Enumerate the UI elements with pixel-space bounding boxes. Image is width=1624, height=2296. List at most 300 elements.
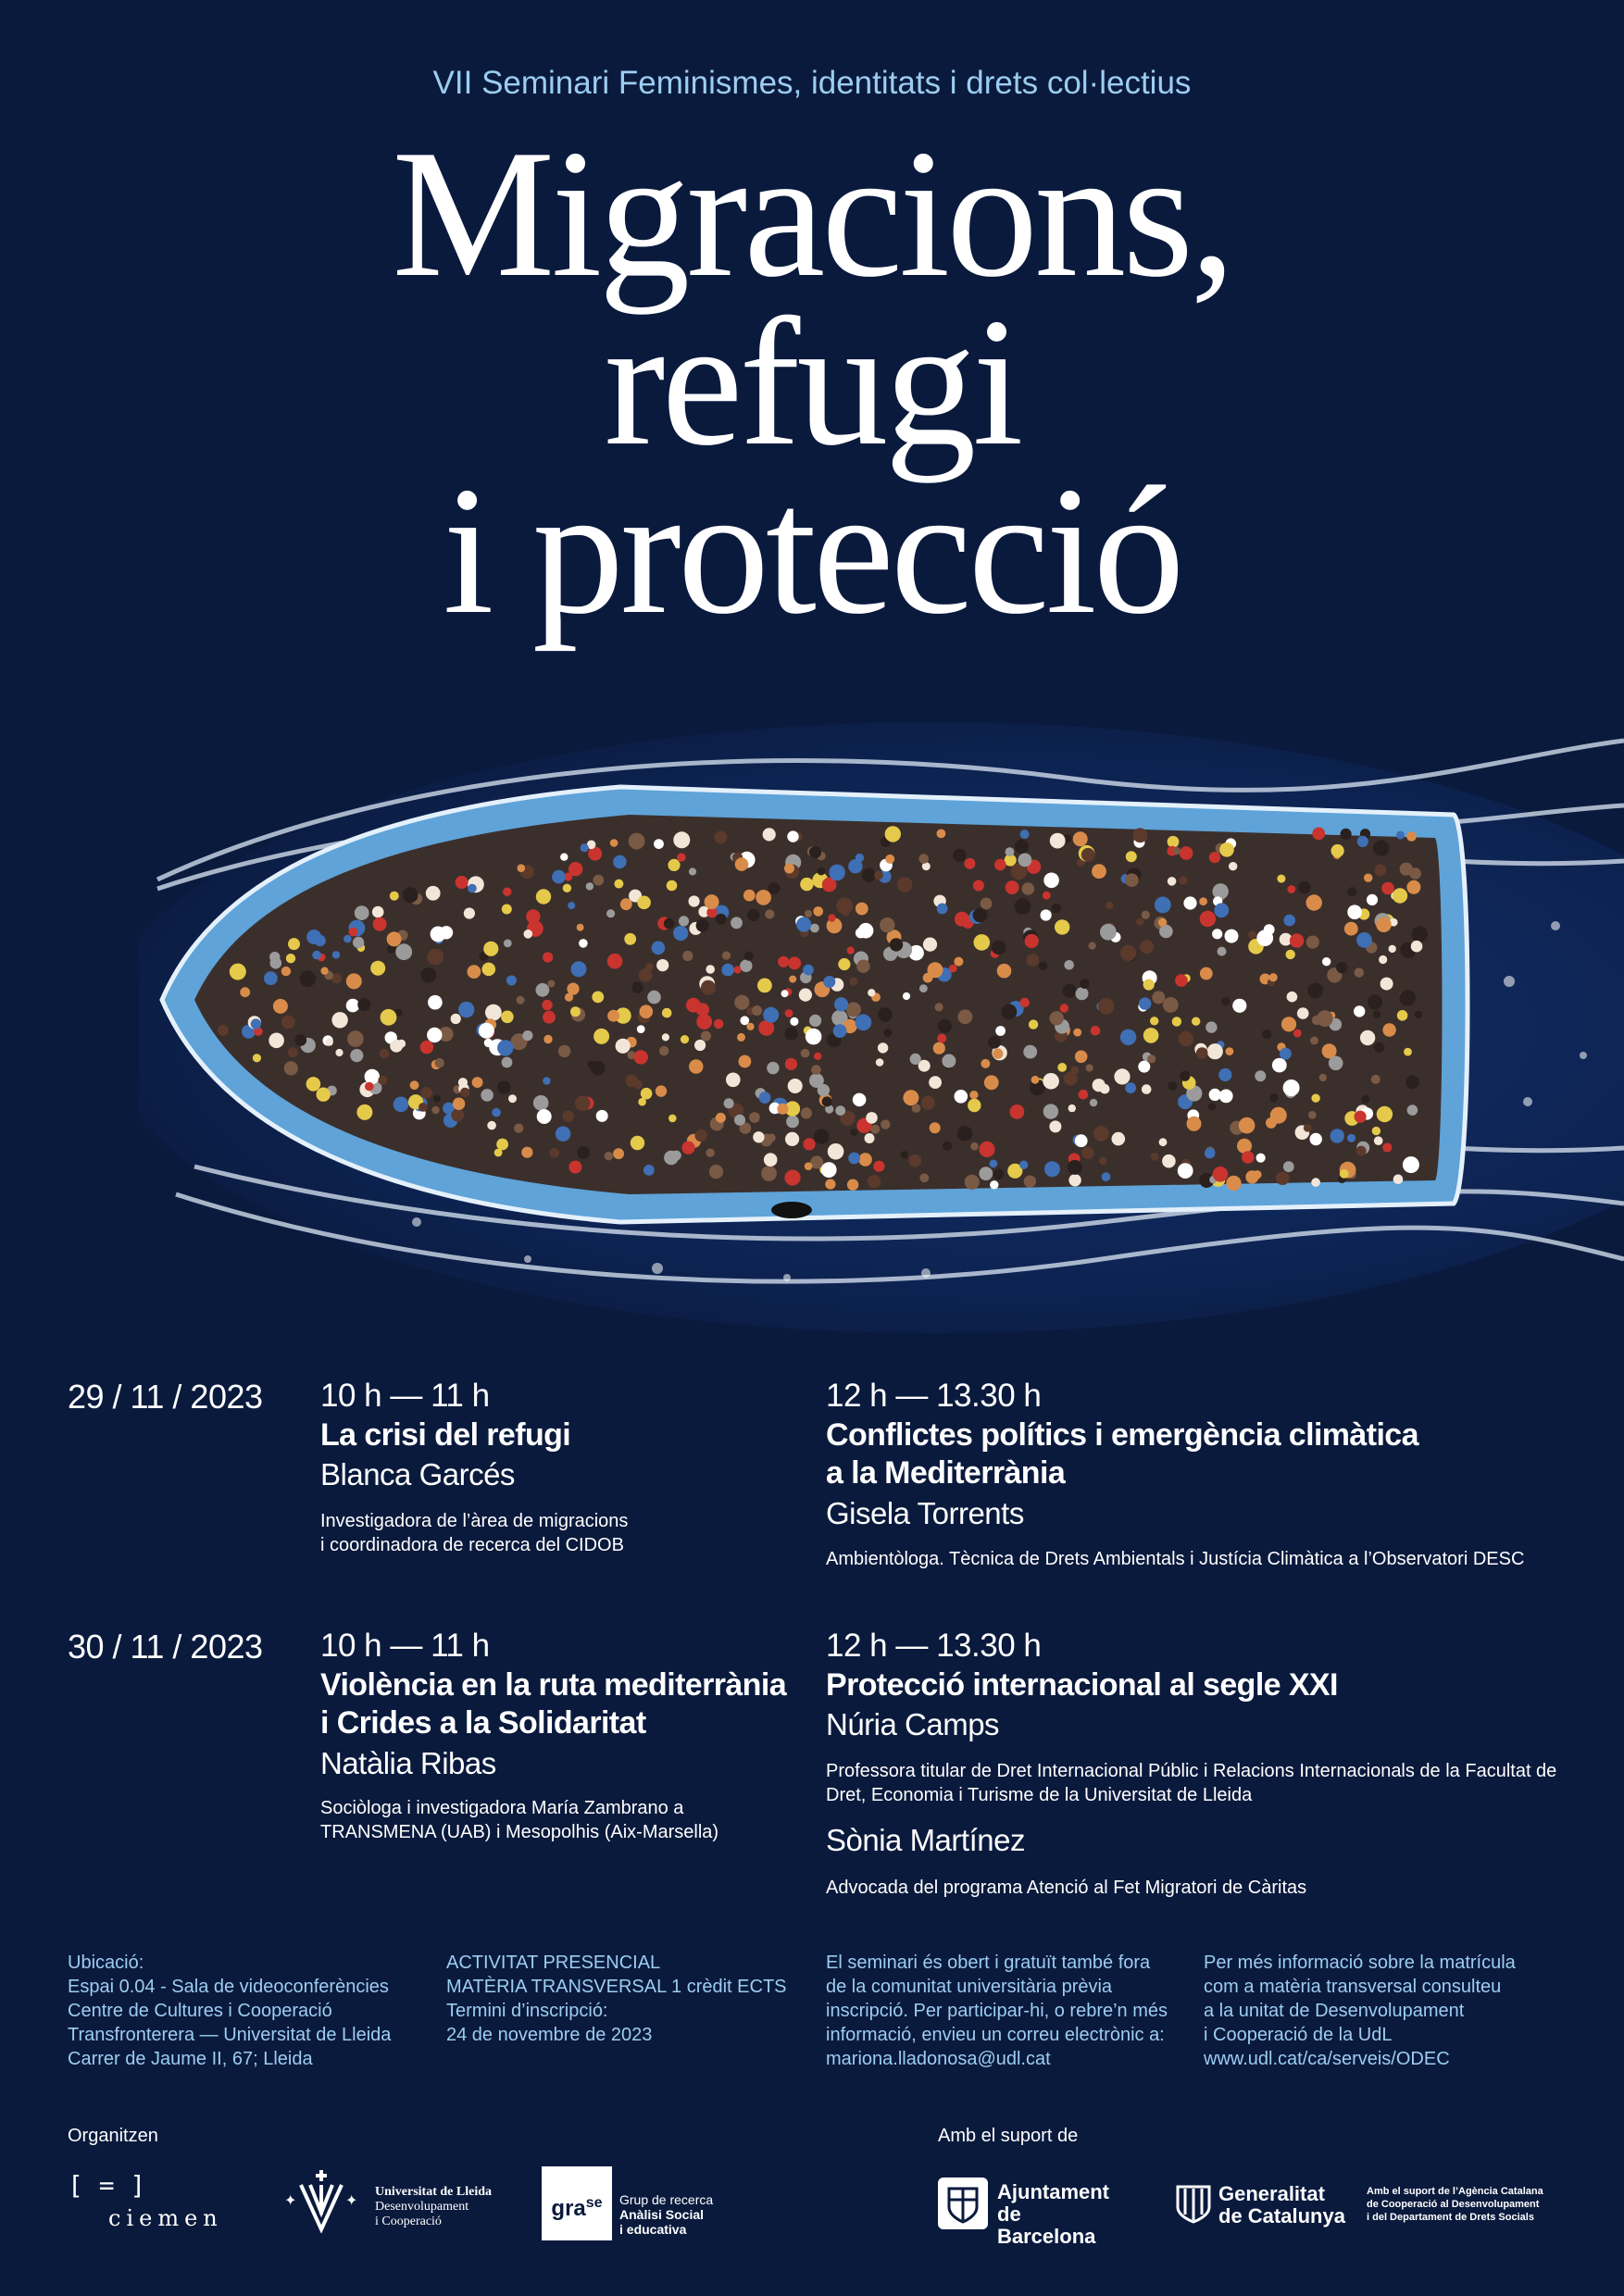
crowd-person: [1412, 926, 1428, 942]
crowd-person: [968, 1099, 981, 1112]
crowd-person: [1015, 840, 1029, 854]
crowd-person: [350, 1049, 363, 1062]
crowd-person: [823, 976, 835, 988]
crowd-person: [790, 1017, 798, 1026]
crowd-person: [647, 991, 661, 1004]
crowd-person: [497, 1080, 510, 1093]
crowd-person: [373, 917, 387, 931]
crowd-person: [592, 992, 604, 1004]
crowd-person: [1376, 917, 1391, 932]
crowd-person: [856, 903, 868, 916]
crowd-person: [1277, 875, 1285, 883]
speaker-bio-line: Ambientòloga. Tècnica de Drets Ambientals i Justícia Climàtica a l’Observatori DESC: [826, 1549, 1525, 1569]
crowd-person: [850, 1129, 857, 1136]
crowd-person: [1158, 918, 1167, 927]
crowd-person: [918, 854, 929, 864]
crowd-person: [919, 984, 928, 992]
crowd-person: [903, 992, 910, 1000]
crowd-person: [694, 1129, 706, 1142]
svg-text:✦: ✦: [345, 2191, 358, 2209]
crowd-person: [1347, 887, 1356, 896]
crowd-person: [801, 1049, 810, 1058]
crowd-person: [897, 877, 912, 892]
crowd-person: [1311, 1094, 1319, 1103]
crowd-person: [787, 830, 798, 842]
crowd-person: [1068, 1104, 1076, 1112]
crowd-person: [979, 1167, 993, 1180]
crowd-person: [335, 1049, 343, 1056]
crowd-person: [856, 854, 864, 862]
crowd-person: [811, 1065, 821, 1075]
crowd-person: [1319, 1074, 1327, 1081]
crowd-person: [1317, 1010, 1333, 1027]
crowd-person: [294, 1034, 306, 1046]
crowd-person: [800, 878, 813, 891]
migrant-boat-photo: [139, 704, 1624, 1352]
crowd-person: [273, 999, 288, 1014]
ajuntament-line: Ajuntament: [997, 2180, 1109, 2203]
crowd-person: [1092, 864, 1106, 879]
crowd-person: [1155, 897, 1171, 914]
crowd-person: [1006, 880, 1019, 894]
crowd-person: [645, 963, 654, 971]
crowd-person: [218, 1025, 229, 1036]
crowd-person: [1142, 911, 1150, 919]
ajuntament-line: de Barcelona: [997, 2202, 1096, 2248]
crowd-person: [662, 1008, 672, 1018]
crowd-person: [502, 1057, 513, 1068]
crowd-person: [838, 958, 850, 970]
crowd-person: [1076, 987, 1089, 1000]
crowd-person: [1062, 984, 1076, 998]
crowd-person: [964, 858, 975, 869]
crowd-person: [788, 957, 801, 970]
crowd-person: [759, 1092, 771, 1104]
crowd-person: [518, 864, 526, 872]
crowd-person: [1081, 1147, 1093, 1159]
crowd-person: [1206, 1021, 1217, 1032]
crowd-person: [689, 867, 696, 875]
crowd-person: [1212, 929, 1222, 939]
crowd-person: [317, 1088, 331, 1102]
crowd-person: [954, 957, 963, 967]
crowd-person: [862, 868, 876, 882]
crowd-person: [1043, 873, 1059, 889]
crowd-person: [821, 1162, 837, 1178]
crowd-person: [805, 910, 812, 917]
crowd-person: [1139, 997, 1151, 1009]
grase-line: Anàlisi Social: [619, 2207, 705, 2222]
crowd-person: [1100, 1084, 1110, 1094]
crowd-person: [856, 960, 869, 973]
crowd-person: [1371, 1075, 1380, 1084]
crowd-person: [706, 965, 715, 974]
crowd-person: [264, 971, 278, 985]
crowd-person: [346, 999, 360, 1013]
info-line: i Cooperació de la UdL: [1204, 2025, 1393, 2045]
crowd-person: [640, 1004, 654, 1018]
crowd-person: [440, 926, 453, 939]
crowd-person: [1272, 1058, 1287, 1073]
crowd-person: [737, 1033, 745, 1042]
crowd-person: [868, 1175, 881, 1188]
crowd-person: [825, 1179, 835, 1190]
crowd-person: [1298, 881, 1310, 893]
crowd-person: [1283, 1079, 1300, 1096]
svg-text:✦: ✦: [284, 2191, 297, 2209]
crowd-person: [810, 924, 819, 933]
crowd-person: [866, 1112, 878, 1124]
crowd-person: [426, 886, 441, 901]
crowd-person: [579, 939, 588, 948]
crowd-person: [908, 1154, 921, 1167]
crowd-person: [921, 1096, 935, 1110]
crowd-person: [521, 1147, 532, 1158]
crowd-person: [1382, 1023, 1395, 1036]
crowd-person: [494, 1149, 503, 1157]
crowd-person: [705, 894, 719, 909]
registration-info: [826, 1951, 1178, 2071]
crowd-person: [981, 898, 993, 910]
ajuntament-logo: [938, 2177, 1123, 2248]
speaker-bio: [826, 1547, 1585, 1571]
crowd-person: [973, 880, 984, 892]
crowd-person: [1344, 922, 1358, 936]
generalitat-line: Generalitat: [1218, 2182, 1325, 2205]
crowd-person: [799, 989, 812, 1002]
crowd-person: [1060, 1004, 1068, 1012]
crowd-person: [868, 989, 875, 996]
crowd-person: [714, 1019, 723, 1029]
crowd-person: [1044, 1161, 1060, 1177]
crowd-person: [1151, 1153, 1159, 1161]
crowd-person: [431, 1106, 439, 1114]
crowd-person: [1143, 1028, 1159, 1043]
crowd-person: [485, 1004, 502, 1021]
crowd-person: [1256, 930, 1273, 946]
crowd-person: [1168, 1081, 1177, 1091]
crowd-person: [1098, 998, 1115, 1015]
crowd-person: [1310, 1037, 1318, 1045]
crowd-person: [1374, 864, 1386, 876]
crowd-person: [784, 864, 794, 874]
crowd-person: [453, 1098, 465, 1110]
title-line: refugi: [604, 281, 1020, 483]
crowd-person: [747, 909, 759, 921]
crowd-person: [1143, 980, 1155, 991]
crowd-person: [286, 954, 295, 963]
speaker-name: Sònia Martínez: [826, 1823, 1025, 1857]
crowd-person: [355, 905, 369, 920]
crowd-person: [497, 1040, 513, 1055]
crowd-person: [870, 1125, 880, 1134]
crowd-person: [1023, 1045, 1037, 1059]
crowd-person: [722, 952, 731, 960]
date-day-2: 30 / 11 / 2023: [68, 1628, 263, 1666]
crowd-person: [763, 1007, 779, 1023]
location-info: [68, 1951, 419, 2071]
crowd-person: [577, 1146, 590, 1159]
crowd-person: [458, 1002, 474, 1017]
crowd-person: [568, 902, 575, 909]
crowd-person: [806, 1029, 822, 1045]
contact-email[interactable]: mariona.lladonosa@udl.cat: [826, 2049, 1051, 2069]
crowd-person: [834, 997, 848, 1011]
crowd-person: [483, 942, 498, 956]
crowd-person: [433, 1095, 441, 1103]
crowd-person: [973, 908, 988, 923]
crowd-person: [1173, 847, 1181, 855]
crowd-person: [533, 1095, 549, 1111]
crowd-person: [656, 1085, 667, 1096]
crowd-person: [1196, 1047, 1208, 1059]
crowd-person: [434, 1058, 443, 1067]
crowd-person: [1389, 945, 1396, 953]
crowd-person: [552, 870, 566, 884]
crowd-person: [1330, 1129, 1344, 1142]
title-line: Migracions,: [392, 112, 1232, 315]
crowd-person: [492, 1108, 501, 1117]
crowd-person: [709, 1165, 723, 1179]
crowd-person: [768, 1134, 776, 1142]
info-line: Carrer de Jaume II, 67; Lleida: [68, 2049, 313, 2069]
udl-logo: [282, 2168, 505, 2233]
crowd-person: [835, 1105, 845, 1116]
info-line: Centre de Cultures i Cooperació: [68, 2001, 332, 2021]
crowd-person: [992, 941, 1006, 955]
crowd-person: [1355, 1111, 1367, 1123]
crowd-person: [1280, 1048, 1292, 1060]
crowd-person: [1075, 1051, 1088, 1064]
speaker-name: Gisela Torrents: [826, 1496, 1024, 1530]
crowd-person: [955, 1090, 968, 1104]
crowd-person: [1379, 955, 1387, 964]
crowd-person: [679, 916, 689, 926]
crowd-person: [1400, 990, 1416, 1005]
crowd-person: [288, 938, 300, 950]
crowd-person: [230, 964, 246, 980]
crowd-person: [372, 906, 384, 918]
crowd-person: [1031, 1076, 1040, 1084]
crowd-person: [1020, 830, 1030, 839]
crowd-person: [1286, 950, 1295, 959]
crowd-person: [543, 1011, 556, 1024]
crowd-person: [878, 1007, 893, 1022]
crowd-person: [1213, 1167, 1229, 1182]
crowd-person: [784, 1170, 800, 1186]
crowd-person: [874, 870, 883, 880]
info-line: 24 de novembre de 2023: [446, 2025, 653, 2045]
crowd-person: [517, 996, 525, 1004]
info-line: informació, envieu un correu electrònic a:: [826, 2025, 1165, 2045]
crowd-person: [332, 951, 340, 958]
crowd-person: [1248, 931, 1256, 940]
info-line: a la unitat de Desenvolupament: [1204, 2001, 1465, 2021]
crowd-person: [865, 1133, 875, 1143]
crowd-person: [686, 998, 701, 1013]
crowd-person: [421, 967, 437, 983]
crowd-person: [481, 1089, 493, 1102]
crowd-person: [320, 967, 328, 975]
crowd-person: [390, 1040, 403, 1053]
crowd-person: [788, 1079, 803, 1093]
crowd-person: [563, 884, 571, 892]
crowd-person: [346, 973, 362, 989]
crowd-person: [1340, 1169, 1349, 1179]
crowd-person: [786, 1116, 799, 1129]
crowd-person: [300, 970, 317, 987]
crowd-person: [829, 865, 845, 881]
crowd-person: [673, 831, 690, 848]
crowd-person: [613, 855, 626, 868]
crowd-person: [563, 1111, 574, 1122]
speaker-bio-line: Professora titular de Dret Internacional Públic i Relacions Internacionals de la Facultat de: [826, 1761, 1557, 1781]
crowd-person: [858, 923, 874, 939]
crowd-person: [593, 1029, 609, 1044]
session-title-line: i Crides a la Solidaritat: [320, 1705, 646, 1741]
crowd-person: [390, 892, 399, 901]
crowd-person: [1089, 942, 1096, 950]
speaker-bio-line: TRANSMENA (UAB) i Mesopolhis (Aix-Marsella): [320, 1822, 719, 1842]
crowd-person: [1199, 897, 1207, 905]
crowd-person: [668, 1115, 677, 1123]
crowd-person: [1112, 1132, 1126, 1146]
crowd-person: [664, 918, 674, 929]
crowd-person: [988, 1036, 1001, 1049]
crowd-person: [1287, 885, 1295, 893]
crowd-person: [878, 1042, 888, 1053]
crowd-person: [955, 912, 969, 927]
crowd-person: [284, 1061, 298, 1075]
crowd-person: [1147, 1054, 1156, 1063]
crowd-person: [1229, 862, 1237, 870]
crowd-person: [633, 1079, 643, 1089]
crowd-person: [1106, 902, 1113, 909]
crowd-person: [724, 1098, 734, 1108]
crowd-person: [331, 1012, 347, 1028]
crowd-person: [881, 1119, 890, 1129]
tyre-icon: [771, 1202, 812, 1218]
support-line: Amb el suport de l’Agència Catalana: [1367, 2186, 1543, 2197]
crowd-person: [785, 1058, 797, 1070]
crowd-person: [938, 1019, 952, 1033]
crowd-person: [1245, 1170, 1258, 1183]
grase-line: Grup de recerca: [619, 2192, 714, 2207]
crowd-person: [990, 1160, 998, 1168]
crowd-person: [1080, 979, 1090, 989]
crowd-person: [1322, 957, 1330, 966]
crowd-person: [568, 1161, 581, 1174]
crowd-person: [543, 1077, 550, 1084]
crowd-person: [1381, 882, 1394, 895]
udl-line: Desenvolupament: [375, 2200, 469, 2214]
crowd-person: [1180, 1071, 1190, 1081]
crowd-person: [482, 963, 496, 977]
crowd-person: [981, 1059, 990, 1068]
crowd-person: [1219, 842, 1234, 857]
crowd-person: [1120, 945, 1136, 961]
crowd-person: [890, 938, 903, 951]
crowd-person: [1086, 1064, 1093, 1071]
crowd-person: [880, 917, 894, 932]
crowd-person: [472, 1077, 483, 1088]
grase-mark-text: gra: [551, 2196, 586, 2221]
crowd-person: [1311, 1178, 1320, 1187]
generalitat-emblem-icon: [1174, 2183, 1213, 2224]
crowd-person: [1081, 848, 1095, 862]
organizers-label: Organitzen: [68, 2126, 158, 2146]
crowd-person: [536, 983, 550, 997]
crowd-person: [1372, 1127, 1380, 1135]
crowd-person: [1406, 880, 1420, 894]
crowd-person: [994, 859, 1006, 871]
crowd-person: [701, 1031, 711, 1042]
crowd-person: [1374, 1136, 1383, 1145]
crowd-person: [1382, 1142, 1392, 1152]
crowd-person: [378, 1076, 387, 1085]
crowd-person: [1403, 1156, 1419, 1173]
crowd-person: [1213, 883, 1229, 899]
crowd-person: [847, 947, 855, 955]
info-line: El seminari és obert i gratuït també fora: [826, 1953, 1151, 1973]
crowd-person: [479, 1023, 494, 1039]
crowd-person: [487, 1121, 496, 1130]
crowd-person: [410, 1080, 419, 1090]
crowd-person: [1179, 1031, 1193, 1046]
crowd-person: [1276, 1171, 1290, 1185]
crowd-person: [593, 875, 604, 886]
crowd-person: [836, 898, 853, 915]
session-time: 10 h — 11 h: [320, 1378, 490, 1414]
crowd-person: [1367, 894, 1378, 905]
info-line: Espai 0.04 - Sala de videoconferències: [68, 1977, 389, 1997]
crowd-person: [503, 888, 511, 896]
crowd-person: [726, 1073, 741, 1088]
crowd-person: [1208, 1103, 1216, 1110]
session-title-line: a la Mediterrània: [826, 1455, 1066, 1491]
crowd-person: [428, 995, 443, 1010]
crowd-person: [1205, 1148, 1216, 1159]
crowd-person: [818, 1084, 830, 1096]
info-line: Ubicació:: [68, 1953, 144, 1973]
crowd-person: [1406, 831, 1417, 842]
crowd-person: [735, 857, 749, 871]
crowd-person: [1052, 904, 1062, 914]
crowd-person: [1368, 994, 1382, 1009]
crowd-person: [1064, 960, 1074, 970]
crowd-person: [833, 1024, 847, 1038]
crowd-person: [349, 928, 358, 937]
crowd-person: [306, 930, 321, 944]
crowd-person: [253, 1054, 261, 1062]
crowd-person: [652, 942, 666, 955]
crowd-person: [1043, 1104, 1058, 1118]
crowd-person: [353, 937, 364, 948]
crowd-person: [885, 826, 901, 842]
crowd-person: [616, 1039, 631, 1054]
crowd-person: [764, 1153, 778, 1167]
session-title-line: Protecció internacional al segle XXI: [826, 1667, 1338, 1703]
speaker-bio: [320, 1509, 802, 1557]
crowd-person: [1293, 1029, 1302, 1038]
crowd-person: [1071, 1067, 1080, 1075]
title-line: i protecció: [443, 449, 1181, 652]
grase-logo: [542, 2166, 745, 2240]
crowd-person: [1050, 1011, 1064, 1025]
crowd-person: [344, 935, 352, 943]
info-link[interactable]: www.udl.cat/ca/serveis/ODEC: [1204, 2049, 1450, 2069]
info-line: ACTIVITAT PRESENCIAL: [446, 1953, 661, 1973]
